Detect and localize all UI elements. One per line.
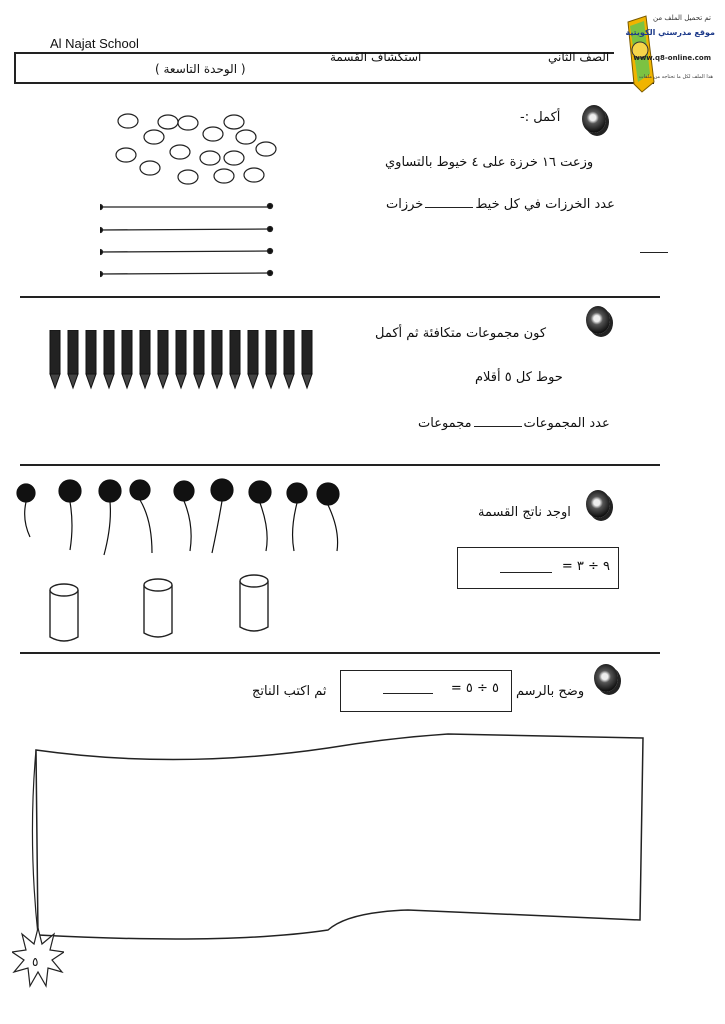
bead — [144, 130, 164, 144]
q1-title: أكمل :- — [520, 110, 561, 125]
flower — [17, 484, 35, 502]
flower — [130, 480, 150, 500]
flower — [211, 479, 233, 501]
bead — [256, 142, 276, 156]
q1-line2-prefix: عدد الخرزات في كل خيط — [475, 197, 615, 212]
bead — [178, 170, 198, 184]
bead — [200, 151, 220, 165]
bead — [236, 130, 256, 144]
pencil — [50, 330, 60, 388]
q1-answer-blank[interactable] — [425, 207, 473, 208]
header-top-rule — [14, 52, 614, 54]
pencil — [86, 330, 96, 388]
logo-line4: هذا الملف لكل ما تحتاجه من ملفات — [638, 74, 713, 80]
q1-line2 — [386, 197, 615, 212]
thread — [100, 229, 270, 230]
pencil — [140, 330, 150, 388]
q2-answer-blank[interactable] — [474, 426, 522, 427]
beads-threads-drawing — [100, 105, 290, 285]
logo-line2: موقع مدرستي الكويتية — [625, 28, 715, 37]
q1-side-mark — [640, 252, 668, 253]
bead — [170, 145, 190, 159]
q3-bullet-icon — [586, 490, 610, 518]
flower — [249, 481, 271, 503]
thread — [100, 273, 270, 274]
pencil — [122, 330, 132, 388]
flower — [317, 483, 339, 505]
q2-title: كون مجموعات متكافئة ثم أكمل — [375, 326, 547, 341]
q3-title: اوجد ناتج القسمة — [478, 505, 571, 520]
unit-label: ( الوحدة التاسعة ) — [155, 62, 246, 76]
q4-equation-box — [340, 670, 512, 712]
thread — [100, 251, 270, 252]
pencil — [176, 330, 186, 388]
q1-line2-suffix: خرزات — [386, 197, 424, 212]
logo-line1: تم تحميل الملف من — [653, 14, 711, 22]
bead — [224, 115, 244, 129]
q2-line2 — [418, 416, 610, 431]
q2-bullet-icon — [586, 306, 610, 334]
site-logo — [620, 12, 715, 96]
bead — [224, 151, 244, 165]
flower — [99, 480, 121, 502]
flowers-cups-drawing — [12, 475, 352, 650]
pencil — [302, 330, 312, 388]
cup — [240, 581, 268, 631]
q3-equation-box — [457, 547, 619, 589]
pencil — [248, 330, 258, 388]
bead — [214, 169, 234, 183]
pencil — [194, 330, 204, 388]
q4-bullet-icon — [594, 664, 618, 692]
cup — [144, 585, 172, 637]
header-left-edge — [14, 52, 16, 82]
q2-line2-suffix: مجموعات — [418, 416, 472, 431]
q4-after-text: ثم اكتب الناتج — [252, 684, 327, 699]
logo-url: www.q8-online.com — [633, 54, 711, 62]
bead — [158, 115, 178, 129]
lesson-title: استكشاف القسمة — [330, 50, 422, 64]
pencil — [266, 330, 276, 388]
pencil — [212, 330, 222, 388]
page-number: ٥ — [32, 955, 39, 969]
divider-3 — [20, 652, 660, 654]
cup — [50, 590, 78, 641]
divider-2 — [20, 464, 660, 466]
q4-answer-blank[interactable] — [383, 693, 433, 694]
q4-equation: ٥ ÷ ٥ = — [450, 681, 499, 696]
q1-bullet-icon — [582, 105, 606, 133]
pencil — [284, 330, 294, 388]
bead — [244, 168, 264, 182]
pencil — [68, 330, 78, 388]
q2-line2-prefix: عدد المجموعات — [523, 416, 610, 431]
bead — [203, 127, 223, 141]
q1-line1: وزعت ١٦ خرزة على ٤ خيوط بالتساوي — [385, 155, 594, 170]
pencils-drawing — [46, 330, 316, 392]
flower — [59, 480, 81, 502]
bead — [178, 116, 198, 130]
bead — [116, 148, 136, 162]
pencil — [230, 330, 240, 388]
school-name: Al Najat School — [50, 36, 139, 51]
flower — [287, 483, 307, 503]
pencil — [158, 330, 168, 388]
drawing-area-banner[interactable] — [28, 730, 668, 945]
divider-1 — [20, 296, 660, 298]
grade-label: الصف الثاني — [548, 50, 610, 64]
q3-answer-blank[interactable] — [500, 572, 552, 573]
pencil — [104, 330, 114, 388]
header-bottom-rule — [14, 82, 654, 84]
q4-title: وضح بالرسم — [516, 684, 585, 699]
flower — [174, 481, 194, 501]
bead — [118, 114, 138, 128]
bead — [140, 161, 160, 175]
q2-line1: حوط كل ٥ أقلام — [475, 370, 563, 385]
q3-equation: ٩ ÷ ٣ = — [561, 559, 610, 574]
